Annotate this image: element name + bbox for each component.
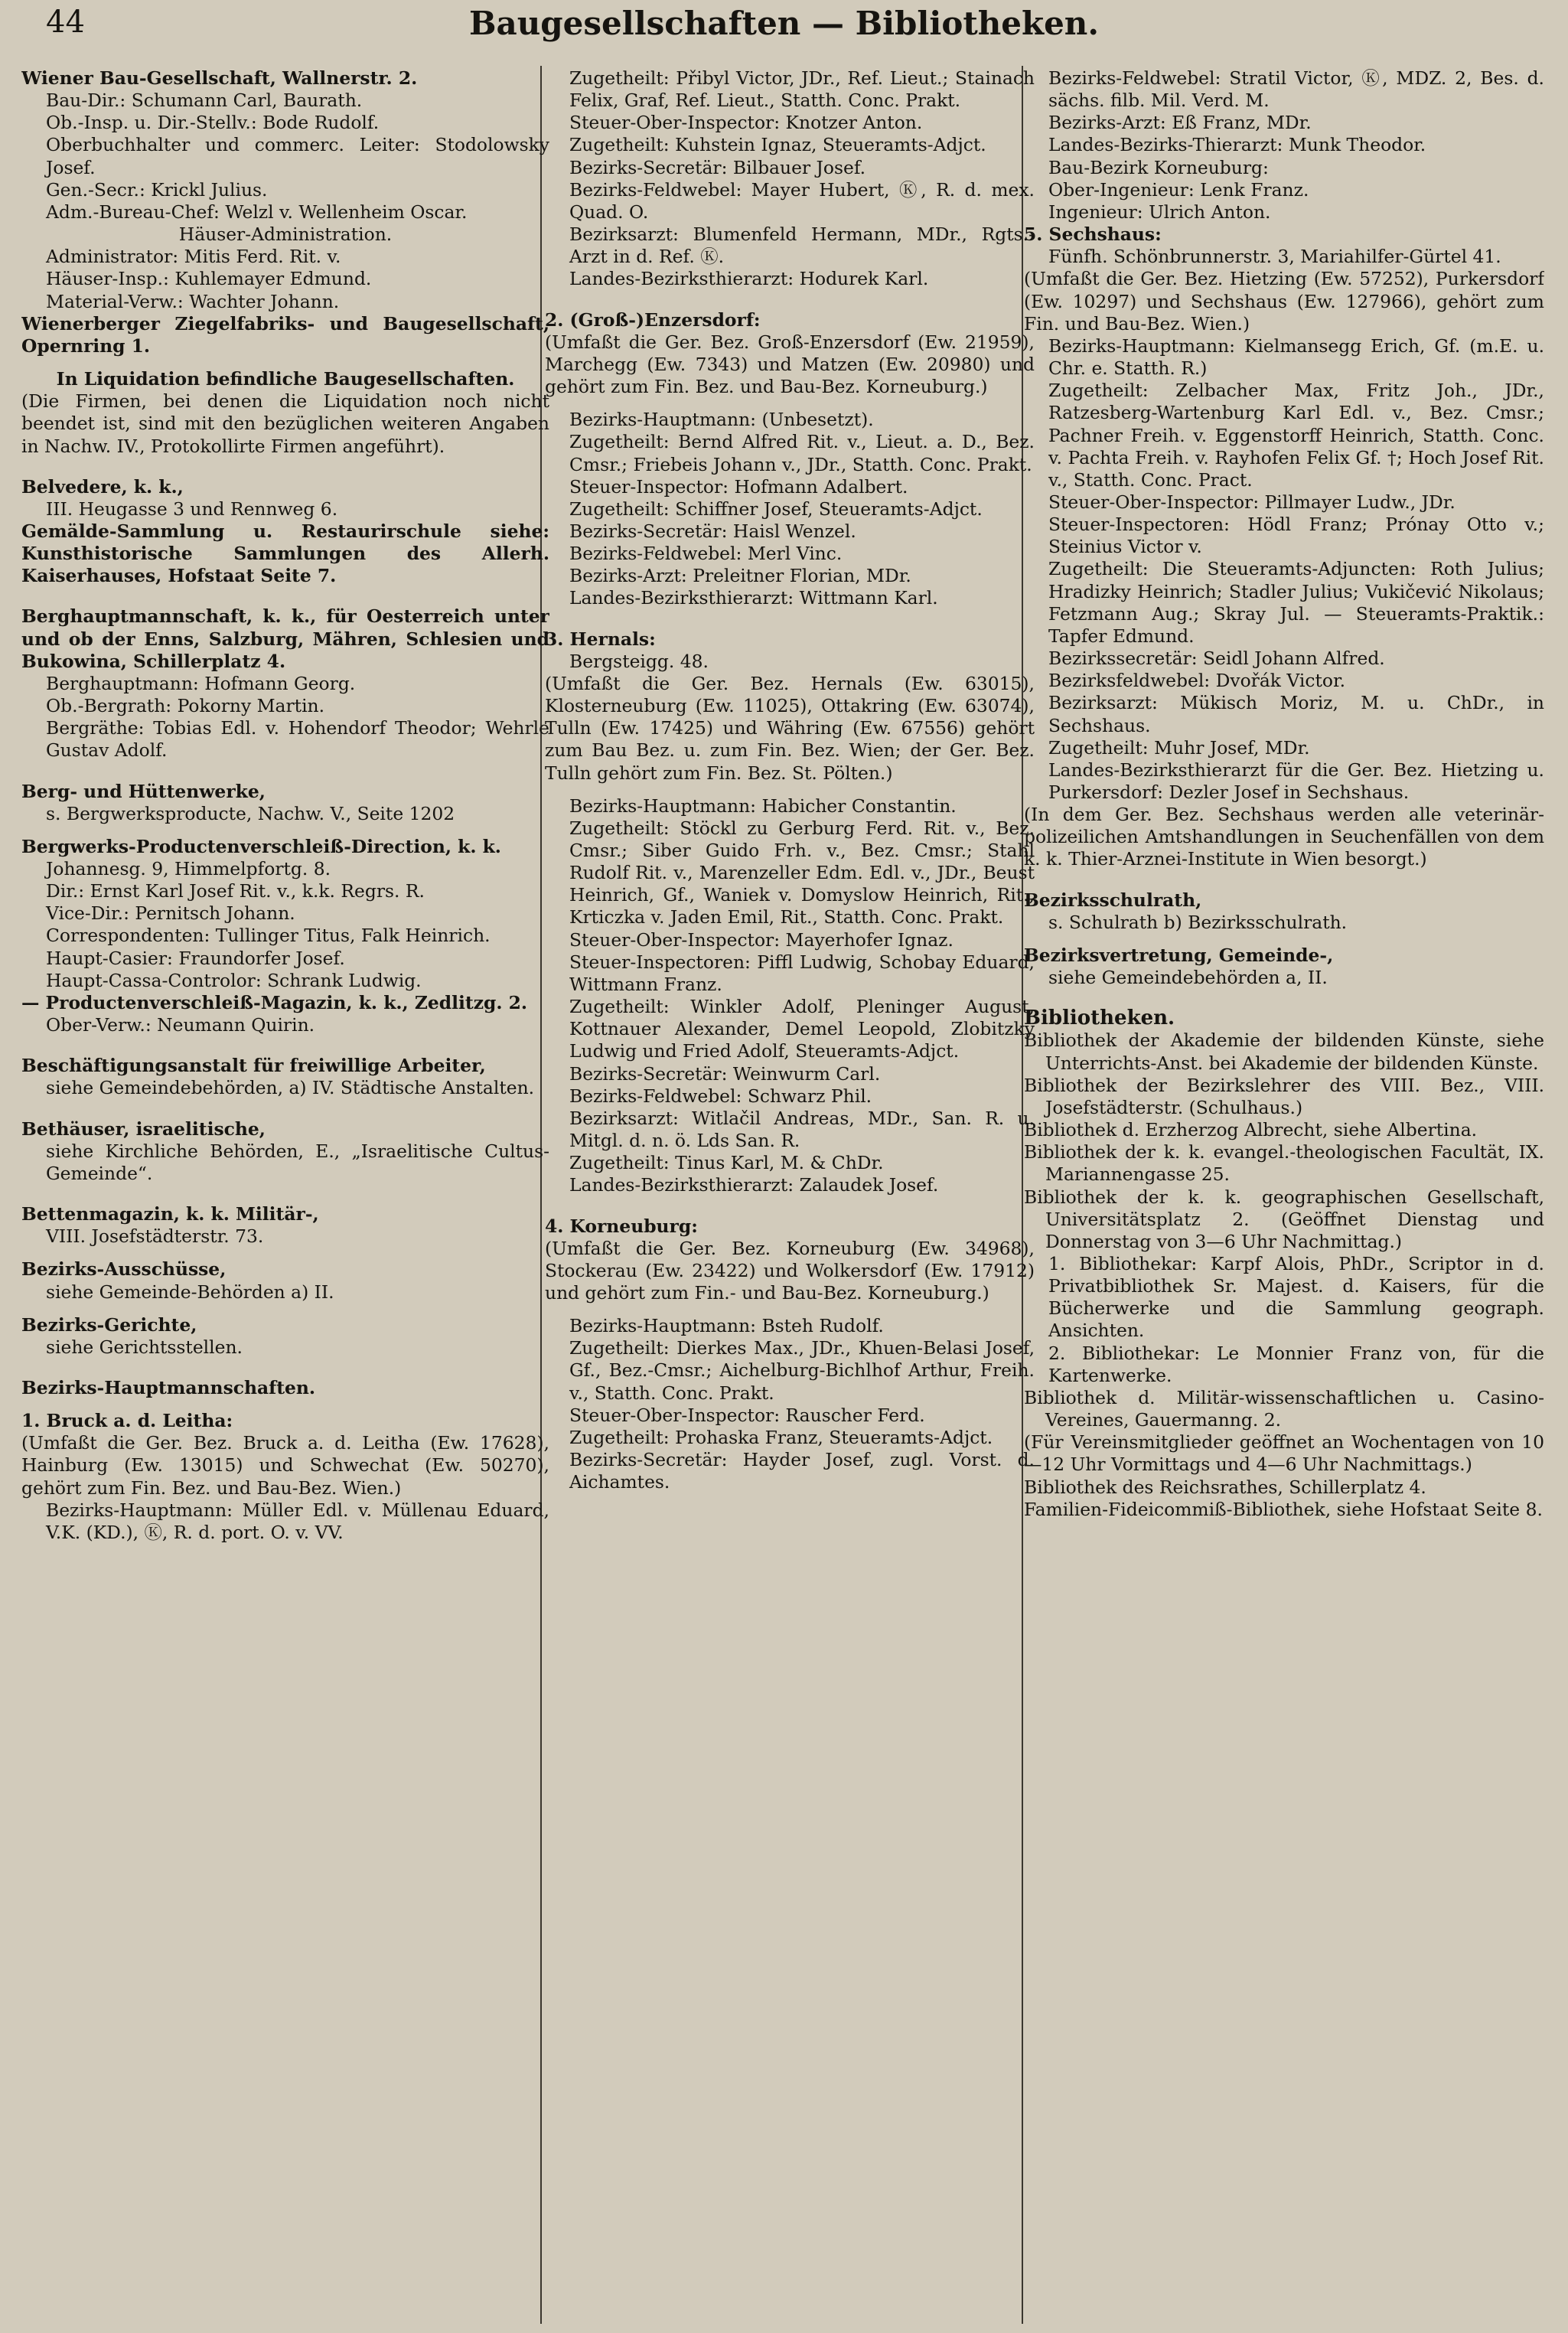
entry-heading: Bettenmagazin, k. k. Militär-, (21, 1203, 319, 1225)
entry-text: Bergsteigg. 48. (569, 650, 709, 672)
entry-text: Zugetheilt: Winkler Adolf, Pleninger August, Kottnauer Alexander, Demel Leopold, Zlobitzky Ludwig und Fried Adolf, Steueramts-Adjct. (569, 996, 1035, 1062)
entry-text: Zugetheilt: Zelbacher Max, Fritz Joh., JDr., Ratzesberg-Wartenburg Karl Edl. v., Bez. Cmsr.; Pachner Freih. v. Eggenstorff Heinrich, Statth. Conc. v. Pachta Freih. v. Rayhofen Felix Gf. †; Hoch Josef Rit. v., Statth. Conc. Pract. (1048, 380, 1544, 491)
entry-text: Bibliothek der k. k. evangel.-theologischen Facultät, IX. Mariannengasse 25. (1024, 1141, 1544, 1186)
entry-text: Steuer-Ober-Inspector: Knotzer Anton. (569, 112, 923, 134)
entry-text: Bibliothek d. Militär-wissenschaftlichen u. Casino-Vereines, Gauermanng. 2. (1024, 1386, 1544, 1431)
entry-text: (Für Vereinsmitglieder geöffnet an Wochentagen von 10—12 Uhr Vormittags und 4—6 Uhr Nachmittags.) (1024, 1431, 1544, 1476)
entry-heading: Bezirksvertretung, Gemeinde-, (1024, 944, 1334, 966)
entry-text: (Umfaßt die Ger. Bez. Hernals (Ew. 63015), Klosterneuburg (Ew. 11025), Ottakring (Ew. 63074), Tulln (Ew. 17425) und Währing (Ew. 67556) gehört zum Bau Bez. u. zum Fin. Bez. Wien; der Ger. Bez. Tulln gehört zum Fin. Bez. St. Pölten.) (545, 672, 1035, 784)
entry-text: Steuer-Inspector: Hofmann Adalbert. (569, 475, 908, 498)
entry-text: Haupt-Casier: Fraundorfer Josef. (46, 947, 345, 969)
entry-text: 1. Bibliothekar: Karpf Alois, PhDr., Scriptor in d. Privatbibliothek Sr. Majest. d. Kaisers, für die Bücherwerke und die Sammlung geograph. Ansichten. (1048, 1252, 1544, 1342)
text-column-right (1024, 67, 1544, 2325)
entry-text: Ober-Ingenieur: Lenk Franz. (1048, 178, 1309, 201)
text-column-middle (545, 67, 1035, 2325)
entry-heading: Gemälde-Sammlung u. Restaurirschule siehe: Kunsthistorische Sammlungen des Allerh. Kaiserhauses, Hofstaat Seite 7. (21, 520, 549, 587)
entry-heading: — Productenverschleiß-Magazin, k. k., Zedlitzg. 2. (21, 991, 528, 1013)
entry-text: Bibliothek d. Erzherzog Albrecht, siehe Albertina. (1024, 1119, 1478, 1141)
entry-text: Steuer-Ober-Inspector: Pillmayer Ludw., JDr. (1048, 491, 1456, 513)
entry-text: Bezirks-Hauptmann: (Unbesetzt). (569, 409, 874, 431)
entry-text: VIII. Josefstädterstr. 73. (46, 1225, 264, 1248)
entry-text: Administrator: Mitis Ferd. Rit. v. (46, 246, 341, 268)
entry-heading: Belvedere, k. k., (21, 475, 184, 498)
entry-heading: Bergwerks-Productenverschleiß-Direction, k. k. (21, 835, 501, 857)
entry-text: siehe Gerichtsstellen. (46, 1336, 243, 1358)
entry-text: siehe Gemeindebehörden, a) IV. Städtische Anstalten. (46, 1077, 535, 1099)
entry-heading: 2. (Groß-)Enzersdorf: (545, 308, 761, 331)
entry-text: Steuer-Inspectoren: Hödl Franz; Prónay Otto v.; Steinius Victor v. (1048, 514, 1544, 558)
entry-text: Bezirks-Feldwebel: Mayer Hubert, Ⓚ, R. d. mex. Quad. O. (569, 178, 1035, 223)
entry-text: Bibliothek der Akademie der bildenden Künste, siehe Unterrichts-Anst. bei Akademie der bildenden Künste. (1024, 1029, 1544, 1074)
entry-text: Bezirks-Secretär: Bilbauer Josef. (569, 156, 866, 178)
entry-text: Bezirksfeldwebel: Dvořák Victor. (1048, 670, 1346, 692)
entry-heading: 3. Hernals: (545, 628, 656, 650)
entry-text: Berghauptmann: Hofmann Georg. (46, 672, 356, 694)
entry-text: Adm.-Bureau-Chef: Welzl v. Wellenheim Oscar. (46, 201, 468, 223)
entry-text: (Umfaßt die Ger. Bez. Hietzing (Ew. 57252), Purkersdorf (Ew. 10297) und Sechshaus (Ew. 127966), gehört zum Fin. und Bau-Bez. Wien.) (1024, 268, 1544, 334)
entry-text: Häuser-Insp.: Kuhlemayer Edmund. (46, 268, 372, 290)
entry-text: Vice-Dir.: Pernitsch Johann. (46, 902, 295, 925)
entry-text: (Umfaßt die Ger. Bez. Korneuburg (Ew. 34968), Stockerau (Ew. 23422) und Wolkersdorf (Ew. 17912) und gehört zum Fin.- und Bau-Bez. Korneuburg.) (545, 1237, 1035, 1304)
entry-text: Ob.-Bergrath: Pokorny Martin. (46, 695, 325, 717)
entry-text: Bibliothek der k. k. geographischen Gesellschaft, Universitätsplatz 2. (Geöffnet Dienstag und Donnerstag von 3—6 Uhr Nachmittag.) (1024, 1186, 1544, 1252)
entry-text: Zugetheilt: Tinus Karl, M. & ChDr. (569, 1152, 884, 1174)
entry-heading: Wienerberger Ziegelfabriks- und Baugesellschaft, Opernring 1. (21, 312, 549, 357)
entry-text: III. Heugasse 3 und Rennweg 6. (46, 498, 338, 520)
entry-text: Ob.-Insp. u. Dir.-Stellv.: Bode Rudolf. (46, 112, 380, 134)
entry-heading: Bibliotheken. (1024, 1007, 1175, 1030)
entry-text: Steuer-Inspectoren: Piffl Ludwig, Schobay Eduard, Wittmann Franz. (569, 951, 1035, 995)
entry-text: siehe Gemeindebehörden a, II. (1048, 967, 1328, 989)
entry-text: Material-Verw.: Wachter Johann. (46, 290, 340, 312)
entry-text: Zugetheilt: Přibyl Victor, JDr., Ref. Lieut.; Stainach Felix, Graf, Ref. Lieut., Statth. Conc. Prakt. (569, 67, 1035, 112)
entry-text: Bezirks-Secretär: Weinwurm Carl. (569, 1062, 881, 1085)
entry-text: Bezirkssecretär: Seidl Johann Alfred. (1048, 648, 1385, 670)
entry-text: Steuer-Ober-Inspector: Mayerhofer Ignaz. (569, 928, 954, 951)
entry-text: Zugetheilt: Stöckl zu Gerburg Ferd. Rit. v., Bez. Cmsr.; Siber Guido Frh. v., Bez. Cmsr.; Stahl Rudolf Rit. v., Marenzeller Edm. Edl. v., JDr., Beust Heinrich, Gf., Waniek v. Domyslow Heinrich, Rit., Krticzka v. Jaden Emil, Rit., Statth. Conc. Prakt. (569, 817, 1035, 928)
entry-heading: Bezirks-Hauptmannschaften. (21, 1376, 316, 1398)
entry-text: Bezirksarzt: Witlačil Andreas, MDr., San. R. u. Mitgl. d. n. ö. Lds San. R. (569, 1107, 1035, 1152)
entry-text: Haupt-Cassa-Controlor: Schrank Ludwig. (46, 969, 422, 991)
entry-text: Landes-Bezirksthierarzt: Hodurek Karl. (569, 268, 929, 290)
entry-text: Bezirks-Secretär: Hayder Josef, zugl. Vorst. d. Aichamtes. (569, 1449, 1035, 1493)
entry-text: Ingenieur: Ulrich Anton. (1048, 201, 1271, 223)
entry-text: 2. Bibliothekar: Le Monnier Franz von, für die Kartenwerke. (1048, 1342, 1544, 1386)
entry-text: Bezirks-Secretär: Haisl Wenzel. (569, 520, 856, 542)
entry-text: Bezirks-Arzt: Eß Franz, MDr. (1048, 112, 1312, 134)
page-title: Baugesellschaften — Bibliotheken. (469, 5, 1099, 42)
entry-text: Bezirksarzt: Blumenfeld Hermann, MDr., Rgts.-Arzt in d. Ref. Ⓚ. (569, 224, 1035, 268)
entry-text: Zugetheilt: Prohaska Franz, Steueramts-Adjct. (569, 1426, 993, 1448)
entry-heading: Beschäftigungsanstalt für freiwillige Arbeiter, (21, 1055, 486, 1077)
entry-text: Correspondenten: Tullinger Titus, Falk Heinrich. (46, 925, 491, 947)
entry-heading: Bezirks-Gerichte, (21, 1313, 197, 1336)
entry-text: Bau-Dir.: Schumann Carl, Baurath. (46, 90, 363, 112)
entry-text: Steuer-Ober-Inspector: Rauscher Ferd. (569, 1404, 925, 1426)
entry-text: Familien-Fideicommiß-Bibliothek, siehe Hofstaat Seite 8. (1024, 1498, 1543, 1520)
entry-text: Bezirks-Hauptmann: Kielmansegg Erich, Gf. (m.E. u. Chr. e. Statth. R.) (1048, 334, 1544, 380)
entry-text: Bezirks-Feldwebel: Merl Vinc. (569, 543, 843, 565)
entry-text: Bergräthe: Tobias Edl. v. Hohendorf Theodor; Wehrle Gustav Adolf. (46, 717, 549, 762)
entry-text: Oberbuchhalter und commerc. Leiter: Stodolowsky Josef. (46, 134, 549, 178)
entry-text: Landes-Bezirksthierarzt: Zalaudek Josef. (569, 1174, 939, 1196)
entry-text: Zugetheilt: Dierkes Max., JDr., Khuen-Belasi Josef, Gf., Bez.-Cmsr.; Aichelburg-Bichlhof Arthur, Freih. v., Statth. Conc. Prakt. (569, 1337, 1035, 1404)
entry-text: Bezirks-Feldwebel: Stratil Victor, Ⓚ, MDZ. 2, Bes. d. sächs. filb. Mil. Verd. M. (1048, 67, 1544, 112)
entry-text: siehe Kirchliche Behörden, E., „Israelitische Cultus-Gemeinde“. (46, 1140, 549, 1184)
entry-text: Zugetheilt: Schiffner Josef, Steueramts-Adjct. (569, 498, 983, 520)
entry-text: Bezirks-Hauptmann: Bsteh Rudolf. (569, 1315, 884, 1337)
entry-text: Ober-Verw.: Neumann Quirin. (46, 1014, 315, 1036)
entry-text: Landes-Bezirks-Thierarzt: Munk Theodor. (1048, 134, 1426, 156)
entry-text: Zugetheilt: Bernd Alfred Rit. v., Lieut. a. D., Bez. Cmsr.; Friebeis Johann v., JDr., Statth. Conc. Prakt. (569, 431, 1035, 475)
entry-text: Johannesg. 9, Himmelpfortg. 8. (46, 858, 331, 879)
entry-text: Zugetheilt: Die Steueramts-Adjuncten: Roth Julius; Hradizky Heinrich; Stadler Julius; Vukičević Nikolaus; Fetzmann Aug.; Skray Jul. — Steueramts-Praktik.: Tapfer Edmund. (1048, 558, 1544, 647)
entry-text: Landes-Bezirksthierarzt: Wittmann Karl. (569, 587, 938, 609)
entry-heading: In Liquidation befindliche Baugesellschaften. (56, 368, 515, 390)
entry-text: Bezirks-Feldwebel: Schwarz Phil. (569, 1085, 872, 1107)
entry-text: siehe Gemeinde-Behörden a) II. (46, 1281, 334, 1303)
entry-text: s. Schulrath b) Bezirksschulrath. (1048, 911, 1348, 933)
entry-heading: Bethäuser, israelitische, (21, 1118, 266, 1140)
entry-heading: Wiener Bau-Gesellschaft, Wallnerstr. 2. (21, 67, 418, 89)
entry-text: Fünfh. Schönbrunnerstr. 3, Mariahilfer-Gürtel 41. (1048, 246, 1501, 268)
entry-text: Bezirksarzt: Mükisch Moriz, M. u. ChDr., in Sechshaus. (1048, 692, 1544, 736)
entry-text: Bau-Bezirk Korneuburg: (1048, 156, 1269, 178)
entry-text: Landes-Bezirksthierarzt für die Ger. Bez. Hietzing u. Purkersdorf: Dezler Josef in Sechshaus. (1048, 759, 1544, 803)
entry-text: Bezirks-Arzt: Preleitner Florian, MDr. (569, 565, 911, 587)
entry-text: Häuser-Administration. (178, 224, 393, 246)
entry-heading: Bezirks-Ausschüsse, (21, 1258, 227, 1281)
entry-text: (Die Firmen, bei denen die Liquidation noch nicht beendet ist, sind mit den bezüglichen weiteren Angaben in Nachw. IV., Protokollirte Firmen angeführt). (21, 390, 549, 457)
entry-heading: Berghauptmannschaft, k. k., für Oesterreich unter und ob der Enns, Salzburg, Mähren, Schlesien und Bukowina, Schillerplatz 4. (21, 605, 549, 672)
entry-heading: 5. Sechshaus: (1024, 224, 1162, 246)
entry-text: (Umfaßt die Ger. Bez. Bruck a. d. Leitha (Ew. 17628), Hainburg (Ew. 13015) und Schwechat (Ew. 50270), gehört zum Fin. Bez. und Bau-Bez. Wien.) (21, 1432, 549, 1499)
entry-heading: 4. Korneuburg: (545, 1215, 698, 1237)
entry-heading: Bezirksschulrath, (1024, 889, 1202, 911)
page-number: 44 (46, 5, 85, 40)
entry-text: Gen.-Secr.: Krickl Julius. (46, 178, 268, 201)
entry-text: s. Bergwerksproducte, Nachw. V., Seite 1202 (46, 802, 455, 824)
entry-text: (In dem Ger. Bez. Sechshaus werden alle veterinär-polizeilichen Amtshandlungen in Seuchenfällen von dem k. k. Thier-Arznei-Institute in Wien besorgt.) (1024, 804, 1544, 870)
entry-text: Bezirks-Hauptmann: Habicher Constantin. (569, 795, 957, 817)
entry-heading: 1. Bruck a. d. Leitha: (21, 1410, 233, 1432)
entry-heading: Berg- und Hüttenwerke, (21, 780, 266, 802)
entry-text: Zugetheilt: Kuhstein Ignaz, Steueramts-Adjct. (569, 134, 986, 156)
entry-text: Bibliothek des Reichsrathes, Schillerplatz 4. (1024, 1476, 1426, 1498)
entry-text: Bibliothek der Bezirkslehrer des VIII. Bez., VIII. Josefstädterstr. (Schulhaus.) (1024, 1074, 1544, 1118)
text-column-left (21, 67, 549, 2325)
entry-text: (Umfaßt die Ger. Bez. Groß-Enzersdorf (Ew. 21959), Marchegg (Ew. 7343) und Matzen (Ew. 20980) und gehört zum Fin. Bez. und Bau-Bez. Korneuburg.) (545, 331, 1035, 398)
entry-text: Zugetheilt: Muhr Josef, MDr. (1048, 736, 1310, 759)
entry-text: Dir.: Ernst Karl Josef Rit. v., k.k. Regrs. R. (46, 880, 425, 902)
entry-text: Bezirks-Hauptmann: Müller Edl. v. Müllenau Eduard, V.K. (KD.), Ⓚ, R. d. port. O. v. VV. (46, 1499, 549, 1543)
